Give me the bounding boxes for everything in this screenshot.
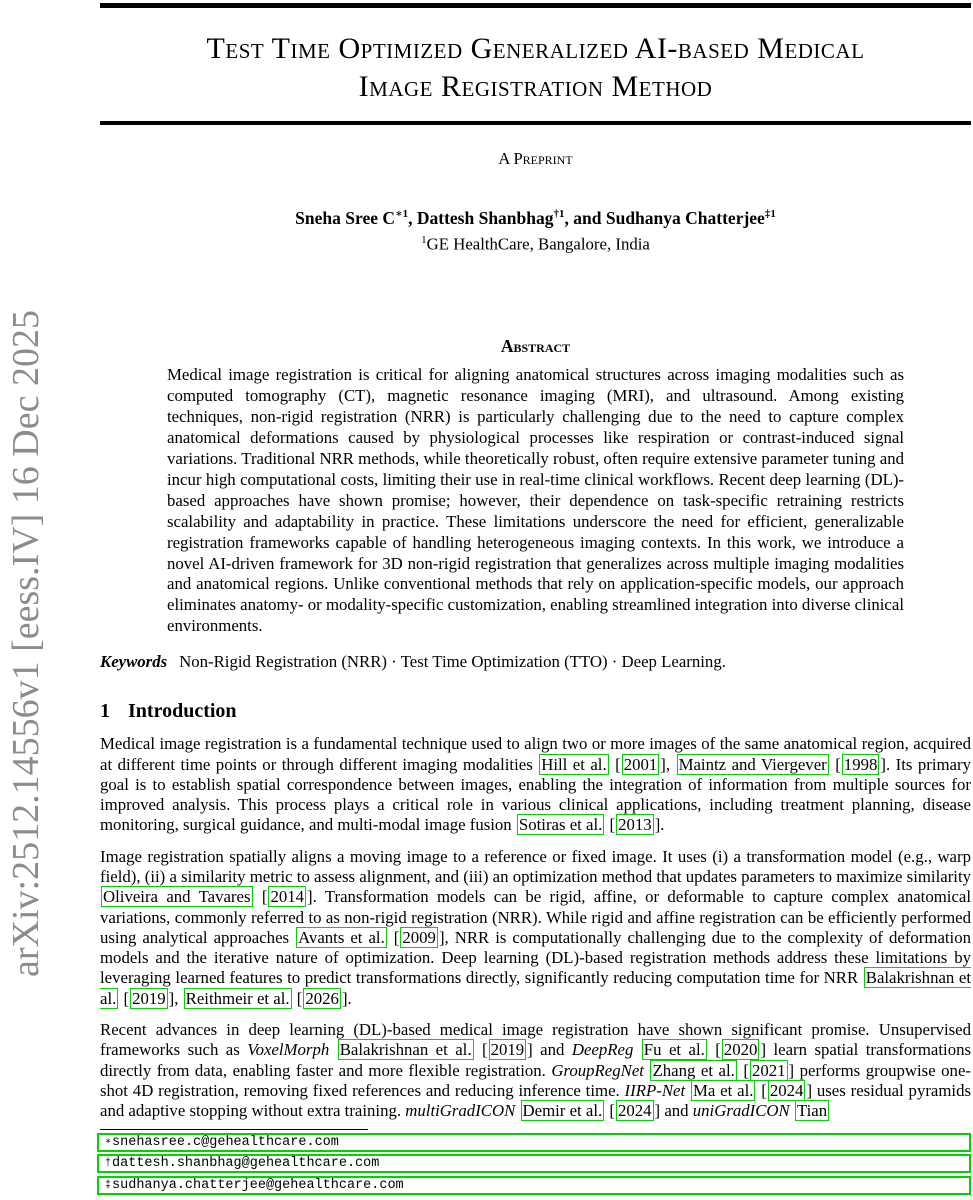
citation-year-link[interactable]: 2019 bbox=[132, 988, 166, 1008]
citation-year-link[interactable]: 2014 bbox=[270, 887, 305, 907]
affiliation bbox=[100, 230, 971, 255]
citation-link[interactable]: Balakrishnan et al. bbox=[339, 1040, 472, 1060]
author-name: Dattesh Shanbhag bbox=[416, 207, 554, 228]
footnote-email: snehasree.c@gehealthcare.com bbox=[112, 1134, 339, 1150]
author-name: Sneha Sree C bbox=[295, 207, 395, 228]
author-name: Sudhanya Chatterjee bbox=[605, 207, 765, 228]
citation-year-link[interactable]: 1998 bbox=[843, 754, 878, 774]
method-name: IIRP-Net bbox=[624, 1080, 686, 1100]
author-marks: ‡1 bbox=[764, 208, 776, 220]
keywords-text: Non-Rigid Registration (NRR) · Test Time Optimization (TTO) · Deep Learning. bbox=[179, 652, 726, 672]
section-heading-introduction bbox=[100, 699, 971, 723]
section-title: Introduction bbox=[128, 700, 237, 723]
footnote-email: sudhanya.chatterjee@gehealthcare.com bbox=[112, 1177, 404, 1193]
method-name: multiGradICON bbox=[405, 1101, 516, 1121]
footnote-block bbox=[97, 1129, 971, 1195]
arxiv-watermark: arXiv:2512.14556v1 [eess.IV] 16 Dec 2025 bbox=[5, 310, 47, 977]
footnote-rule bbox=[100, 1129, 368, 1130]
author-marks: ∗1 bbox=[395, 208, 409, 220]
citation-link[interactable]: Maintz and Viergever bbox=[678, 754, 827, 774]
method-name: uniGradICON bbox=[692, 1101, 790, 1121]
citation-year-link[interactable]: 2013 bbox=[618, 815, 652, 835]
citation-year-link[interactable]: 2021 bbox=[751, 1060, 786, 1080]
method-name: VoxelMorph bbox=[247, 1040, 330, 1060]
author-marks: †1 bbox=[553, 208, 565, 220]
footnote-email-link[interactable] bbox=[97, 1154, 971, 1173]
citation-year-link[interactable]: 2024 bbox=[769, 1080, 804, 1100]
footnote-email: dattesh.shanbhag@gehealthcare.com bbox=[112, 1156, 380, 1171]
title-rule-top bbox=[100, 3, 971, 8]
intro-paragraphs bbox=[100, 734, 971, 1121]
paragraph: Recent advances in deep learning (DL)-based medical image registration have shown significant promise. Unsupervised frameworks such as VoxelMorph Balakrishnan et al. [ 2019 ] and DeepReg Fu et al. [ 2020 ] learn spatial transformations directly from data, enabling faster and more flexible registration. GroupRegNet Zhang et al. [ 2021 ] performs groupwise one-shot 4D registration, removing fixed references and reducing inference time. IIRP-Net Ma et al. [ 2024 ] uses residual pyramids and adaptive stopping without extra training. multiGradICON Demir et al. [ 2024 ] and uniGradICON Tian bbox=[100, 1020, 972, 1121]
method-name: GroupRegNet bbox=[551, 1060, 644, 1080]
method-name: DeepReg bbox=[571, 1040, 634, 1060]
footnote-mark: ∗ bbox=[105, 1137, 112, 1148]
citation-link[interactable]: Fu et al. bbox=[643, 1040, 705, 1060]
citation-link[interactable]: Tian bbox=[796, 1101, 828, 1121]
paper-title-line1: Test Time Optimized Generalized AI-based Medical bbox=[206, 32, 865, 65]
paper-title bbox=[100, 30, 971, 106]
citation-year-link[interactable]: 2009 bbox=[402, 927, 436, 947]
affiliation-sup: 1 bbox=[421, 233, 427, 246]
footnote-email-link[interactable] bbox=[97, 1133, 971, 1152]
keywords-line bbox=[100, 651, 971, 672]
citation-year-link[interactable]: 2001 bbox=[623, 754, 658, 774]
paragraph: Medical image registration is a fundamental technique used to align two or more images of the same anatomical region, acquired at different time points or through different imaging modalities Hill et al. [ 2001 ], Maintz and Viergever [ 1998 ]. Its primary goal is to establish spatial correspondence between images, enabling the integration of information from multiple sources for improved analysis. This process plays a critical role in various clinical applications, including treatment planning, disease monitoring, surgical guidance, and multi-modal image fusion Sotiras et al. [ 2013 ]. bbox=[100, 734, 971, 835]
section-number: 1 bbox=[100, 700, 110, 723]
footnotes bbox=[97, 1133, 971, 1195]
abstract-body: Medical image registration is critical for aligning anatomical structures across imaging modalities such as computed tomography (CT), magnetic resonance imaging (MRI), and ultrasound. Among existing techniques, non-rigid registration (NRR) is particularly challenging due to the need to capture complex anatomical deformations caused by physiological processes like respiration or contrast-induced signal variations. Traditional NRR methods, while theoretically robust, often require extensive parameter tuning and incur high computational costs, limiting their use in real-time clinical workflows. Recent deep learning (DL)-based approaches have shown promise; however, their dependence on task-specific retraining restricts scalability and adaptability in practice. These limitations underscore the need for efficient, generalizable registration frameworks capable of handling heterogeneous imaging contexts. In this work, we introduce a novel AI-driven framework for 3D non-rigid registration that generalizes across multiple imaging modalities and anatomical regions. Unlike conventional methods that rely on application-specific models, our approach eliminates anatomy- or modality-specific customization, enabling streamlined integration into diverse clinical environments. bbox=[167, 365, 904, 636]
paper-title-line2: Image Registration Method bbox=[358, 70, 713, 103]
citation-link[interactable]: Zhang et al. bbox=[652, 1060, 735, 1080]
citation-year-link[interactable]: 2026 bbox=[305, 988, 339, 1008]
citation-link[interactable]: Reithmeir et al. bbox=[185, 988, 290, 1008]
citation-year-link[interactable]: 2020 bbox=[723, 1040, 758, 1060]
keywords-label: Keywords bbox=[100, 652, 168, 672]
citation-link[interactable]: Balakrishnan et al. bbox=[100, 968, 971, 1008]
footnote-mark: ‡ bbox=[105, 1179, 112, 1191]
citation-link[interactable]: Demir et al. bbox=[522, 1101, 603, 1121]
footnote-email-link[interactable] bbox=[97, 1176, 971, 1195]
paper-page bbox=[100, 0, 971, 1122]
citation-year-link[interactable]: 2019 bbox=[490, 1040, 525, 1060]
paragraph: Image registration spatially aligns a moving image to a reference or fixed image. It uses (i) a transformation model (e.g., warp field), (ii) a similarity metric to assess alignment, and (iii) an optimization method that updates parameters to maximize similarity Oliveira and Tavares [ 2014 ]. Transformation models can be rigid, affine, or deformable to capture complex anatomical variations, commonly referred to as non-rigid registration (NRR). While rigid and affine registration can be efficiently performed using analytical approaches Avants et al. [ 2009 ], NRR is computationally challenging due to the complexity of deformation models and the iterative nature of optimization. Deep learning (DL)-based registration methods address these limitations by leveraging learned features to predict transformations directly, significantly reducing computation time for NRR Balakrishnan et al. [ 2019 ], Reithmeir et al. [ 2026 ]. bbox=[100, 846, 972, 1008]
citation-link[interactable]: Ma et al. bbox=[692, 1080, 754, 1100]
citation-link[interactable]: Oliveira and Tavares bbox=[103, 887, 251, 907]
author-line: Sneha Sree $C^{∗1}$, Dattesh Shanbhag$^{\dagger 1}$, and Sudhanya Chatterjee$^{\ddagger 1}$ bbox=[295, 207, 776, 228]
citation-year-link[interactable]: 2024 bbox=[617, 1101, 652, 1121]
preprint-label: A Preprint bbox=[498, 149, 573, 168]
footnote-mark: † bbox=[105, 1158, 112, 1169]
citation-link[interactable]: Avants et al. bbox=[298, 927, 385, 947]
citation-link[interactable]: Sotiras et al. bbox=[518, 815, 603, 835]
abstract-heading: Abstract bbox=[500, 336, 571, 357]
affiliation-text: GE HealthCare, Bangalore, India bbox=[426, 234, 650, 254]
title-rule-bottom bbox=[100, 121, 971, 125]
citation-link[interactable]: Hill et al. bbox=[541, 754, 607, 774]
